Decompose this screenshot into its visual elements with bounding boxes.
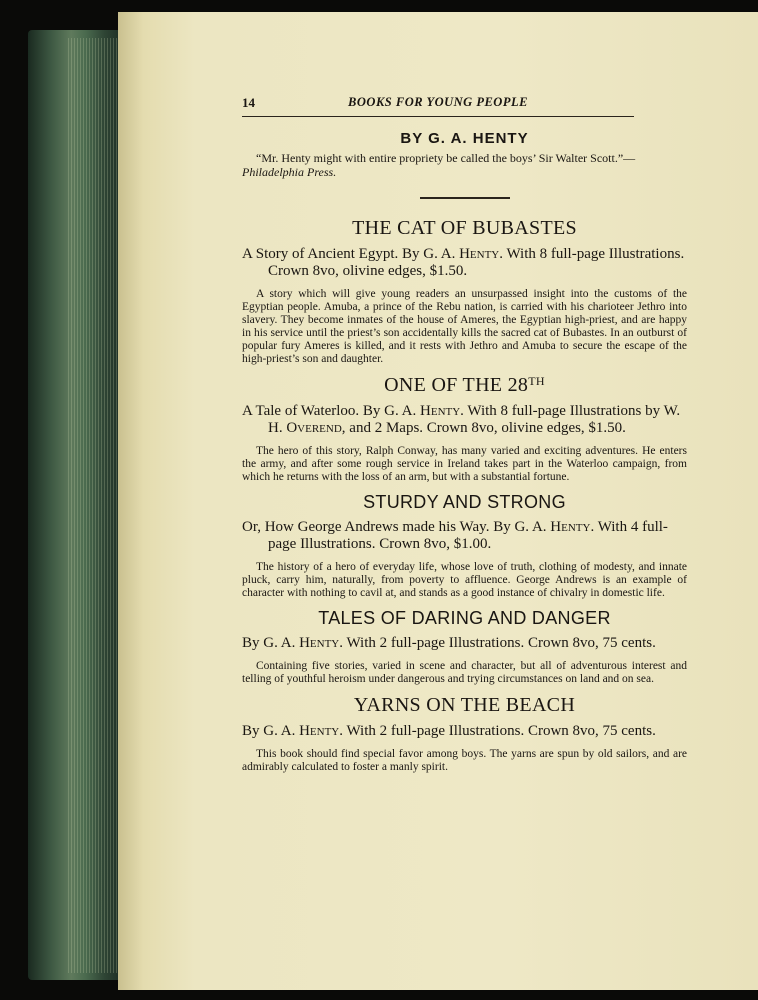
author-name: Henty. — [420, 402, 464, 419]
book-title: TALES OF DARING AND DANGER — [318, 607, 611, 628]
desc-text: By G. A. — [242, 634, 300, 651]
book-description — [242, 635, 687, 652]
book-blurb: The history of a hero of everyday life, whose love of truth, clothing of modesty, and innate pluck, carry him, naturally, from poverty to affluence. George Andrews is an example of character with nothing to cavil at, and stands as a good instance of chivalry in domestic life. — [242, 560, 687, 599]
book-title: STURDY AND STRONG — [363, 491, 566, 512]
author-name: Henty. — [459, 245, 504, 262]
book-page-edges — [28, 30, 124, 980]
author-name: Henty. — [299, 722, 344, 739]
book-blurb: This book should find special favor among boys. The yarns are spun by old sailors, and are admirably calculated to foster a manly spirit. — [242, 747, 687, 773]
book-page — [118, 12, 758, 990]
desc-text: With 2 full-page Illustrations. Crown 8vo, 75 cents. — [343, 634, 656, 651]
book-blurb: The hero of this story, Ralph Conway, has many varied and exciting adventures. He enters the army, and after some rough service in Ireland takes part in the Waterloo campaign, from which he returns with the loss of an arm, but with a substantial fortune. — [242, 444, 687, 483]
author-name: Henty. — [299, 634, 344, 651]
book-title: YARNS ON THE BEACH — [353, 693, 576, 716]
desc-text: A Tale of Waterloo. By G. A. — [242, 402, 421, 419]
book-title — [242, 374, 687, 397]
book-blurb: A story which will give young readers an unsurpassed insight into the customs of the Egyptian people. Amuba, a prince of the Rebu nation, is carried with his charioteer Jethro into slavery. They become inmates of the house of Ameres, the Egyptian high-priest, and are happy in his service until the priest’s son accidentally kills the sacred cat of Bubastes. In an outburst of popular fury Ameres is killed, and it rests with Jethro and Amuba to secure the escape of the high-priest’s son and daughter. — [242, 287, 687, 365]
running-head: BOOKS FOR YOUNG PEOPLE — [348, 95, 528, 109]
illustrator-name: Overend, — [286, 419, 346, 436]
divider-rule — [420, 197, 510, 199]
title-text: ONE OF THE 28 — [384, 373, 529, 396]
book-description — [242, 246, 687, 280]
book-description — [242, 723, 687, 740]
book-blurb: Containing five stories, varied in scene and character, but all of adventurous interest and telling of youthful heroism under dangerous and trying circumstances on land and on sea. — [242, 659, 687, 685]
desc-text: With 4 full-page Illustrations. Crown 8vo, $1.00. — [268, 518, 668, 552]
press-quote — [242, 151, 687, 179]
desc-text: and 2 Maps. Crown 8vo, olivine edges, $1.50. — [345, 419, 626, 436]
desc-text: With 2 full-page Illustrations. Crown 8vo, 75 cents. — [343, 722, 656, 739]
book-description — [242, 519, 687, 553]
title-superscript: TH — [528, 373, 545, 388]
book-description — [242, 403, 687, 437]
book-title: THE CAT OF BUBASTES — [352, 216, 577, 239]
desc-text: By G. A. — [242, 722, 300, 739]
author-heading: BY G. A. HENTY — [400, 130, 529, 147]
quote-source: Philadelphia Press. — [242, 165, 337, 179]
desc-text: A Story of Ancient Egypt. By G. A. — [242, 245, 460, 262]
desc-text: With 8 full-page Illustrations. Crown 8vo, olivine edges, $1.50. — [268, 245, 685, 279]
quote-text: “Mr. Henty might with entire propriety be called the boys’ Sir Walter Scott.”— — [256, 151, 636, 165]
page-header — [242, 94, 634, 117]
desc-text: With 8 full-page Illustrations by W. H. — [268, 402, 681, 436]
page-content — [242, 130, 687, 782]
desc-text: Or, How George Andrews made his Way. By G. A. — [242, 518, 551, 535]
page-number: 14 — [242, 95, 255, 110]
author-name: Henty. — [550, 518, 595, 535]
